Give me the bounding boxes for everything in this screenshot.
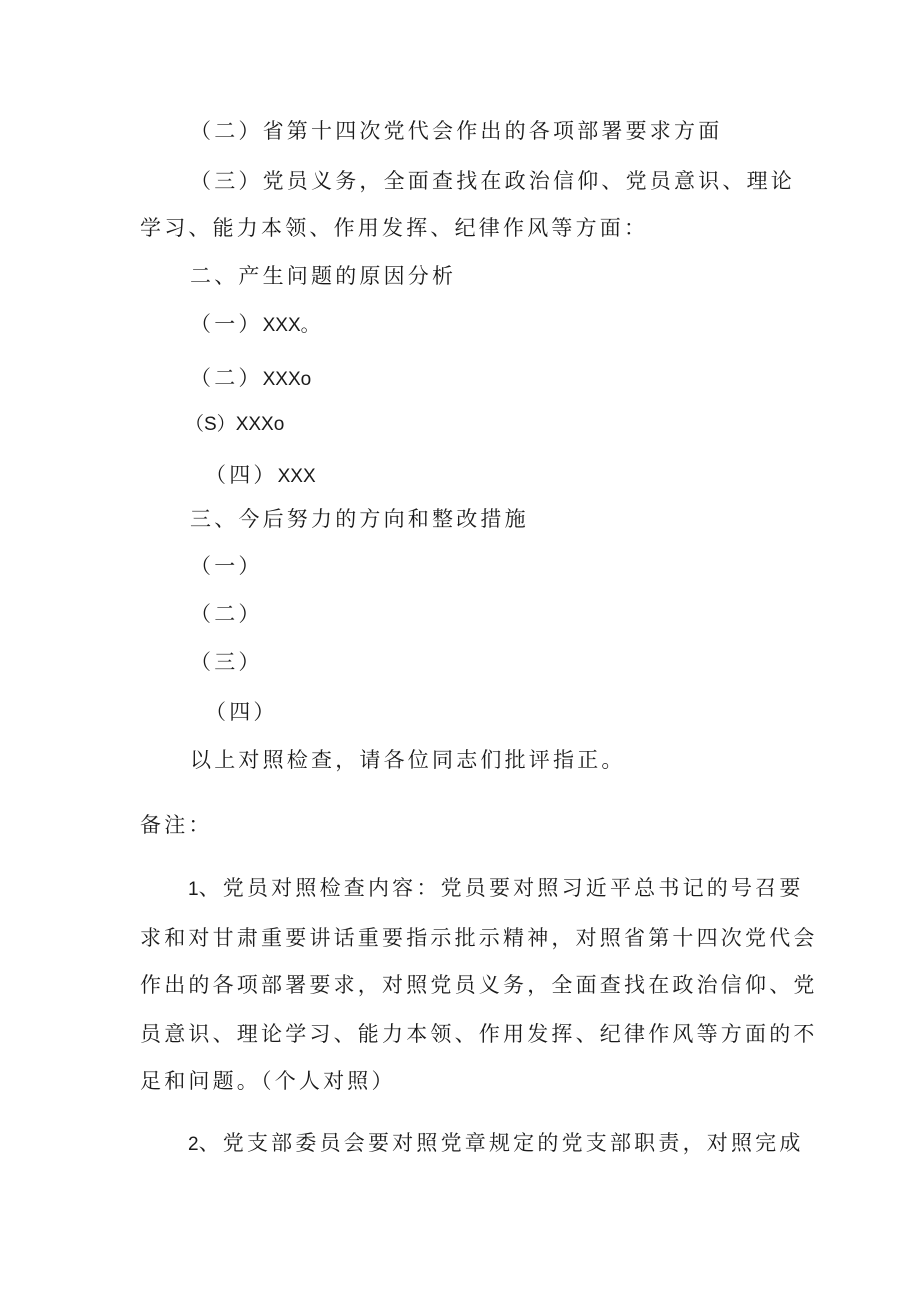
section2-item3: [185, 408, 284, 440]
note2-line1: [188, 1128, 804, 1160]
closing-text: 以上对照检查，请各位同志们批评指正。: [190, 748, 626, 772]
section2-item3-prefix: （S）: [185, 414, 236, 435]
section3-heading: 三、今后努力的方向和整改措施: [190, 507, 529, 531]
section3-item2: （二）: [190, 602, 263, 626]
section2-item4-text: XXX: [277, 466, 316, 487]
note1-number: 1: [188, 879, 199, 900]
note1-line4: 员意识、理论学习、能力本领、作用发挥、纪律作风等方面的不: [140, 1022, 818, 1046]
section2-item1-prefix: （一）: [190, 312, 263, 336]
section2-item2-text: XXXo: [262, 369, 312, 390]
section2-item1: [190, 309, 320, 341]
section3-item4: （四）: [205, 700, 278, 724]
section2-item2-prefix: （二）: [190, 366, 263, 390]
section2-item4-prefix: （四）: [205, 463, 278, 487]
note2-line1-text: 、党支部委员会要对照党章规定的党支部职责，对照完成: [198, 1131, 804, 1155]
section3-item3: （三）: [190, 650, 263, 674]
notes-label: 备注：: [140, 813, 213, 837]
section2-item3-text: XXXo: [235, 414, 285, 435]
note1-line5: 足和问题。（个人对照）: [140, 1069, 396, 1093]
note1-line3: 作出的各项部署要求，对照党员义务，全面查找在政治信仰、党: [140, 973, 818, 997]
section2-item1-text: XXX。: [262, 315, 320, 336]
section2-item2: [190, 363, 311, 395]
section1-item3-line1: （三）党员义务，全面查找在政治信仰、党员意识、理论: [190, 169, 795, 193]
section2-heading: 二、产生问题的原因分析: [190, 264, 457, 288]
note2-number: 2: [188, 1134, 199, 1155]
note1-line2: 求和对甘肃重要讲话重要指示批示精神，对照省第十四次党代会: [140, 926, 818, 950]
section3-item1: （一）: [190, 554, 263, 578]
section2-item4: [205, 460, 316, 492]
note1-line1-text: 、党员对照检查内容：党员要对照习近平总书记的号召要: [198, 876, 804, 900]
section1-item2: （二）省第十四次党代会作出的各项部署要求方面: [190, 119, 723, 143]
note1-line1: [188, 873, 804, 905]
section1-item3-line2: 学习、能力本领、作用发挥、纪律作风等方面：: [140, 216, 649, 240]
